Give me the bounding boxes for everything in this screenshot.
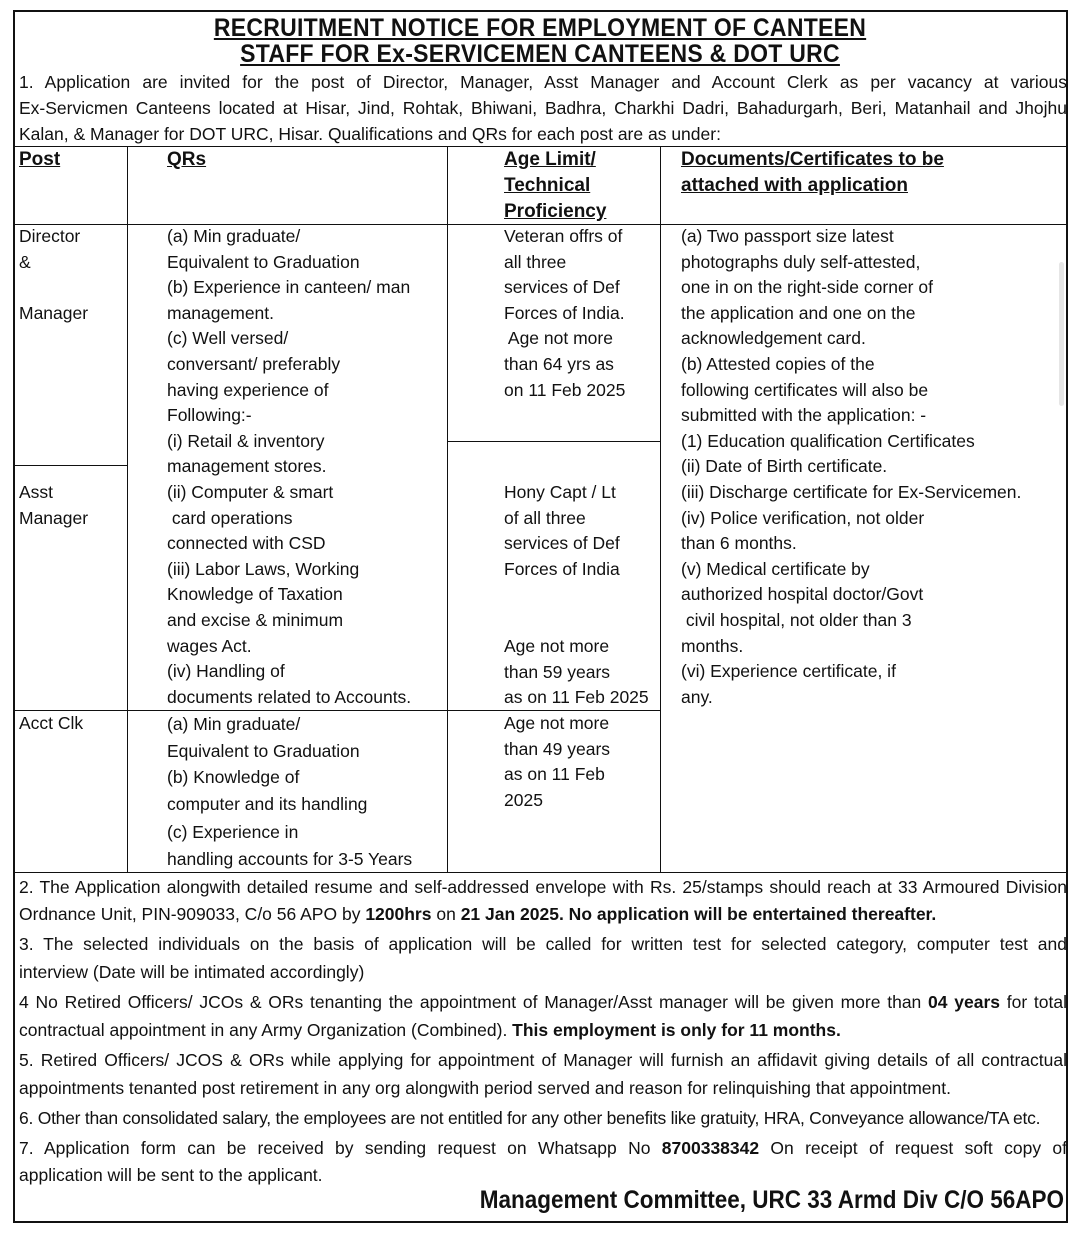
para-3-line-2: interview (Date will be intimated accordingly) <box>19 962 365 982</box>
intro-line-2: Ex-Servicmen Canteens located at Hisar, Jind, Rohtak, Bhiwani, Badhra, Charkhi Dadri, Bahadurgarh, Beri, Matanhail and Jhojhu <box>19 98 1067 118</box>
qrs-acct-clk: (a) Min graduate/ Equivalent to Graduation (b) Knowledge of computer and its handling (c) Experience in handling accounts for 3-5 Years <box>167 714 413 869</box>
para-7-line-1: 7. Application form can be received by sending request on Whatsapp No 8700338342 On receipt of request soft copy of <box>19 1138 1067 1158</box>
para-3-line-1: 3. The selected individuals on the basis of application will be called for written test for selected category, computer test and <box>19 934 1067 954</box>
documents-list: (a) Two passport size latest photographs duly self-attested, one in on the right-side corner of the application and one on the acknowledgement card. (b) Attested copies of the following certificates will also be submitted with the application: - (1) Education qualification Certificates (ii) Date of Birth certificate. (iii) Discharge certificate for Ex-Servicemen. (iv) Police verification, not older than 6 months. (v) Medical certificate by authorized hospital doctor/Govt civil hospital, not older than 3 months. (vi) Experience certificate, if any. <box>681 226 1022 707</box>
intro-line-1: 1. Application are invited for the post of Director, Manager, Asst Manager and Account Clerk as per vacancy at various <box>19 72 1067 92</box>
header-post: Post <box>19 149 61 170</box>
para-5-line-2: appointments tenanted post retirement in any org alongwith period served and reason for relinquishing that appointment. <box>19 1078 951 1098</box>
para-4-line-2: contractual appointment in any Army Organization (Combined). This employment is only for 11 months. <box>19 1020 841 1040</box>
post-acct-clk: Acct Clk <box>19 713 84 733</box>
age-acct-clk: Age not more than 49 years as on 11 Feb 2025 <box>504 713 611 810</box>
intro-line-3: Kalan, & Manager for DOT URC, Hisar. Qualifications and QRs for each post are as under: <box>19 124 721 144</box>
para-2-line-1: 2. The Application alongwith detailed resume and self-addressed envelope with Rs. 25/stamps should reach at 33 Armoured Division <box>19 877 1067 897</box>
para-6-line-1: 6. Other than consolidated salary, the employees are not entitled for any other benefits like gratuity, HRA, Conveyance allowance/TA etc. <box>19 1108 1041 1128</box>
age-asst-manager: Hony Capt / Lt of all three services of Def Forces of India <box>504 482 620 579</box>
notice-title-line-2: STAFF FOR Ex-SERVICEMEN CANTEENS & DOT URC <box>240 40 840 68</box>
para-2-line-2: Ordnance Unit, PIN-909033, C/o 56 APO by 1200hrs on 21 Jan 2025. No application will be entertained thereafter. <box>19 904 937 924</box>
age-director-manager: Veteran offrs of all three services of Def Forces of India. Age not more than 64 yrs as on 11 Feb 2025 <box>504 226 626 400</box>
para-5-line-1: 5. Retired Officers/ JCOS & ORs while applying for appointment of Manager will furnish an affidavit giving details of all contractual <box>19 1050 1067 1070</box>
para-4-line-1: 4 No Retired Officers/ JCOs & ORs tenanting the appointment of Manager/Asst manager will be given more than 04 years for total <box>19 992 1067 1012</box>
post-asst-manager: Asst Manager <box>19 482 89 528</box>
post-director-manager: Director & Manager <box>19 226 89 323</box>
signature-management-committee: Management Committee, URC 33 Armd Div C/O 56APO <box>479 1186 1064 1214</box>
header-age-limit: Age Limit/ Technical Proficiency <box>504 149 607 222</box>
notice-title-line-1: RECRUITMENT NOTICE FOR EMPLOYMENT OF CANTEEN <box>213 14 867 42</box>
header-documents: Documents/Certificates to be attached with application <box>681 149 944 196</box>
para-7-line-2: application will be sent to the applicant. <box>19 1165 323 1185</box>
scrollbar-thumb[interactable] <box>1059 262 1064 406</box>
qrs-main: (a) Min graduate/ Equivalent to Graduation (b) Experience in canteen/ man management. (c) Well versed/ conversant/ preferably having experience of Following:- (i) Retail & inventory management stores. (ii) Computer & smart card operations connected with CSD (iii) Labor Laws, Working Knowledge of Taxation and excise & minimum wages Act. (iv) Handling of documents related to Accounts. <box>167 226 412 707</box>
age-asst-manager-limit: Age not more than 59 years as on 11 Feb 2025 <box>504 636 649 708</box>
header-qrs: QRs <box>167 149 207 170</box>
